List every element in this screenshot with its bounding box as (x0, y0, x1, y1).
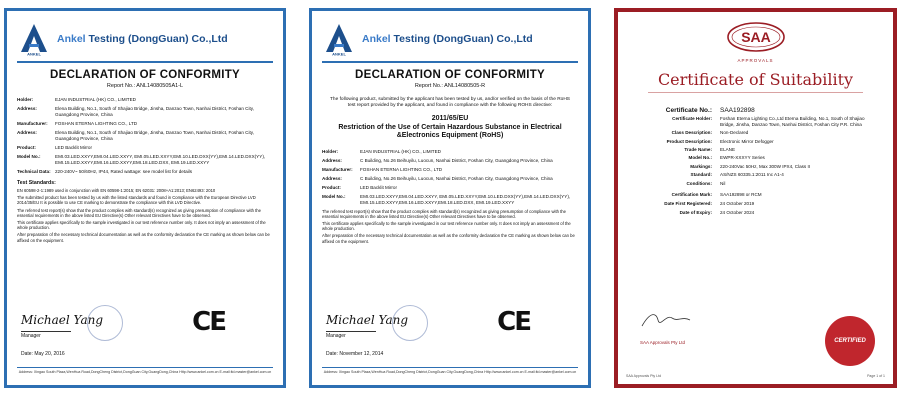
detail-key: Product: (322, 184, 341, 190)
detail-key: Manufacturer: (322, 166, 353, 172)
detail-value: Elena Building, No.1, South of Shajiao Bridge, Jinsha, Danzao Town, Nanhai District, Foshan City, Guangdong Province, China (55, 130, 254, 141)
detail-value: 220-240V~ 50/60Hz, IP44, Rated wattage: see model list for details (55, 169, 193, 174)
details-list (640, 108, 871, 218)
divider (322, 61, 578, 63)
detail-value: C Building, No.26 Beihuyilu, Luocun, Nanhai District, Foshan City, Guangdong Province, China (360, 157, 553, 163)
detail-key: Manufacturer: (17, 121, 48, 126)
detail-row (640, 201, 871, 206)
detail-row (640, 147, 871, 152)
detail-value: FOSHAN ETERNA LIGHTING CO., LTD (360, 166, 443, 172)
details-list (17, 97, 273, 175)
detail-key: Trade Name: (684, 147, 712, 153)
saa-logo-text: SAA (740, 29, 771, 45)
detail-value: ELANE (720, 147, 736, 153)
signature-icon (638, 308, 718, 332)
standards-text: EN 60598-2-1:1989 used in conjunction with EN 60598-1:2015; EN 62031: 2008+A1:2013; EN62493: 2010 (17, 188, 216, 193)
detail-value: LED Backlit Mirror (360, 184, 398, 190)
detail-key: Holder: (322, 148, 339, 154)
seal-text: CERTIFIED (834, 338, 866, 344)
approvals-label: APPROVALS (737, 58, 774, 63)
detail-value: 220-240Vac 50Hz, Max 300W IPX4, Class II (720, 163, 811, 169)
detail-value: AS/NZS 60335.1:2011 Inc A1-4 (720, 172, 784, 178)
saa-logo-icon (726, 20, 786, 54)
certificate-footer: Address: Xingao South Plaza,WenHua Road,DongCheng District,DongGuan City,GuangDong,China Http://www.ankel.com.cn E-mail:ltd.master@ankel.com.cn (17, 367, 273, 375)
detail-key: Date of Expiry: (679, 209, 712, 215)
detail-key: Model No.: (17, 154, 41, 159)
ankel-logo-icon (322, 22, 356, 56)
detail-key: Standard: (690, 172, 712, 178)
detail-value: SAA192898 or RCM (720, 192, 762, 198)
body-paragraph: This certificate applies specifically to the sample investigated in our test reference number only. It does not imply an assessment of the whole production. (17, 220, 266, 231)
detail-key: Certificate No.: (665, 107, 712, 114)
body-paragraph: The referred test report(s) show that the product complies with standard(s) recognized as giving presumption of compliance with the essential requirements in the above listed EU Directive(s) Other relevant Directives have to be observed. (17, 207, 261, 218)
detail-row (640, 108, 871, 113)
detail-key: Certificate Holder: (672, 116, 712, 122)
certificate-footer: Address: Xingao South Plaza,WenHua Road,DongCheng District,DongGuan City,GuangDong,China Http://www.ankel.com.cn E-mail:ltd.master@ankel.com.cn (322, 367, 578, 375)
detail-value: Electronic Mirror Defogger (720, 138, 774, 144)
detail-value: EMI.03.LED.XXYY,EMI.04.LED.XXYY, EMI.05.LED.XXYY,EMI.10.LED.DXX(YY),EMI.14.LED.DXX(YY), EMI.15.LED.XXYY,EMI.16.LED.XXYY,EMI.18.LED.DXX, EMI.19.LED.XXYY (55, 154, 266, 165)
detail-row (322, 167, 578, 173)
company-name: Testing (DongGuan) Co.,Ltd (88, 32, 228, 45)
detail-value: Elena Building, No.1, South of Shajiao Bridge, Jinsha, Danzao Town, Nanhai District, Foshan City, Guangdong Province, China (55, 106, 254, 117)
directive-name: Restriction of the Use of Certain Hazardous Substance in Electrical &Electronics Equipment (RoHS) (338, 123, 562, 139)
detail-value: EJAN INDUSTRIAL (HK) CO., LIMITED (55, 97, 136, 102)
certificate-title: Certificate of Suitability (657, 70, 854, 89)
body-paragraph: After preparation of the necessary technical documentation as well as the conformity declaration the CE marking as shown below can be affixed on the equipment. (17, 232, 270, 243)
detail-key: Class Description: (671, 130, 712, 136)
detail-key: Address: (17, 106, 37, 111)
detail-row (17, 145, 273, 151)
certificate-header (17, 19, 273, 59)
detail-key: Holder: (17, 97, 34, 102)
body-paragraph: The submitted product has been tested by us with the listed standards and found in Compliance with the European Directive LVD 2014/35/EU It is possible to use CE marking to demonstrate the compliance with this LVD Directive. (17, 195, 256, 206)
report-number: Report No.: ANL14080505A1-L (106, 83, 184, 89)
standards-label: Test Standards: (17, 180, 56, 186)
footer-left: SAA Approvals Pty Ltd (626, 374, 662, 378)
certificate-title: DECLARATION OF CONFORMITY (50, 69, 240, 81)
detail-row (640, 164, 871, 169)
detail-key: Model No.: (322, 193, 346, 199)
detail-value: Non-Declared (720, 130, 749, 136)
report-number: Report No.: ANL14080505-R (414, 83, 486, 89)
detail-key: Certification Mark: (671, 192, 712, 198)
detail-key: Conditions: (686, 180, 712, 186)
detail-value: FOSHAN ETERNA LIGHTING CO., LTD (55, 121, 138, 126)
detail-value: EJAN INDUSTRIAL (HK) CO., LIMITED (360, 148, 441, 154)
detail-row (322, 158, 578, 164)
manager-label: Manager (21, 331, 71, 339)
issue-date: Date: May 20, 2016 (21, 351, 65, 357)
certificate-title: DECLARATION OF CONFORMITY (355, 69, 545, 81)
detail-key: Product Description: (666, 138, 712, 144)
saa-certificate (614, 8, 897, 388)
detail-row (322, 194, 578, 206)
logo-text: ANKEL (27, 51, 41, 56)
ankel-logo-icon (17, 22, 51, 56)
issuer-name: SAA Approvals Pty Ltd (640, 340, 686, 345)
detail-row (17, 169, 273, 175)
body-paragraph: The referred test report(s) show that the product complies with standard(s) recognized as giving presumption of compliance with the essential requirements in the above listed EU Directive(s) Other relevant Directives have to be observed. (322, 208, 566, 219)
issue-date: Date: November 12, 2014 (326, 351, 384, 357)
detail-value: Foshan Eterna Lighting Co.,Ltd Eterna Building, No.1, South of Shajiao Bridge, Jinsha, Danzao Town, Nanhai District, Foshan City P.R. China (720, 116, 865, 127)
brand-name: Ankel (57, 32, 86, 45)
signature-area (17, 305, 273, 345)
preamble: The following product, submitted by the applicant has been tested by us, and/or verified on the basis of the RoHS test report provided by the applicant, and found in compliance with the following ROHS directive: (330, 97, 570, 108)
detail-row (640, 139, 871, 144)
signature-area (322, 305, 578, 345)
detail-value: EWPR-XXXYY Series (720, 155, 765, 161)
detail-value: LED Backlit Mirror (55, 145, 93, 150)
certified-seal-icon (825, 316, 875, 366)
detail-row (17, 121, 273, 127)
ce-certificate (4, 8, 286, 388)
signature: Michael Yang (326, 313, 409, 327)
logo-text: ANKEL (332, 51, 346, 56)
certificate-header (322, 19, 578, 59)
certificate-footer (626, 374, 885, 378)
detail-row (322, 185, 578, 191)
detail-row (640, 181, 871, 186)
detail-key: Markings: (690, 163, 712, 169)
brand-name: Ankel (362, 32, 391, 45)
detail-value: 24 October 2024 (720, 209, 755, 215)
ce-mark-icon: CE (192, 307, 225, 337)
detail-key: Address: (322, 175, 342, 181)
company-name: Testing (DongGuan) Co.,Ltd (393, 32, 533, 45)
detail-key: Address: (322, 157, 342, 163)
body-paragraph: This certificate applies specifically to the sample investigated in our test reference number only. It does not imply an assessment of the whole production. (322, 220, 571, 232)
directive-title (322, 115, 578, 141)
detail-key: Technical Data: (17, 169, 51, 174)
detail-value: EMI.03.LED.XXYY,EMI.04.LED.XXYY, EMI.05.LED.XXYY,EMI.10.LED.DXX(YY),EMI.14.LED.DXX(YY), EMI.15.LED.XXYY,EMI.16.LED.XXYY,EMI.18.LED.DXX, EMI.19.LED.XXYY (360, 193, 571, 205)
directive-number: 2011/65/EU (431, 115, 469, 122)
detail-row (17, 154, 273, 166)
rohs-certificate (309, 8, 591, 388)
detail-row (17, 97, 273, 103)
detail-key: Product: (17, 145, 36, 150)
detail-value: SAA192898 (720, 107, 755, 114)
divider (17, 61, 273, 63)
detail-row (17, 130, 273, 142)
detail-key: Address: (17, 130, 37, 135)
body-paragraph: After preparation of the necessary technical documentation as well as the conformity declaration the CE marking as shown below can be affixed on the equipment. (322, 233, 575, 244)
detail-row (640, 116, 871, 127)
footer-right: Page 1 of 1 (867, 374, 885, 378)
detail-key: Model No.: (688, 155, 712, 161)
detail-row (640, 210, 871, 215)
signature: Michael Yang (21, 313, 104, 327)
details-list (322, 149, 578, 206)
detail-value: 24 October 2019 (720, 201, 755, 207)
detail-key: Date First Registered: (664, 201, 712, 207)
manager-label: Manager (326, 331, 376, 339)
ce-mark-icon: CE (497, 307, 530, 337)
detail-row (322, 149, 578, 155)
detail-row (640, 172, 871, 177)
detail-value: Nil (720, 180, 726, 186)
divider (648, 92, 863, 93)
detail-row (17, 106, 273, 118)
detail-value: C Building, No.26 Beihuyilu, Luocun, Nanhai District, Foshan City, Guangdong Province, China (360, 175, 553, 181)
detail-row (640, 130, 871, 135)
detail-row (640, 192, 871, 197)
detail-row (640, 155, 871, 160)
detail-row (322, 176, 578, 182)
